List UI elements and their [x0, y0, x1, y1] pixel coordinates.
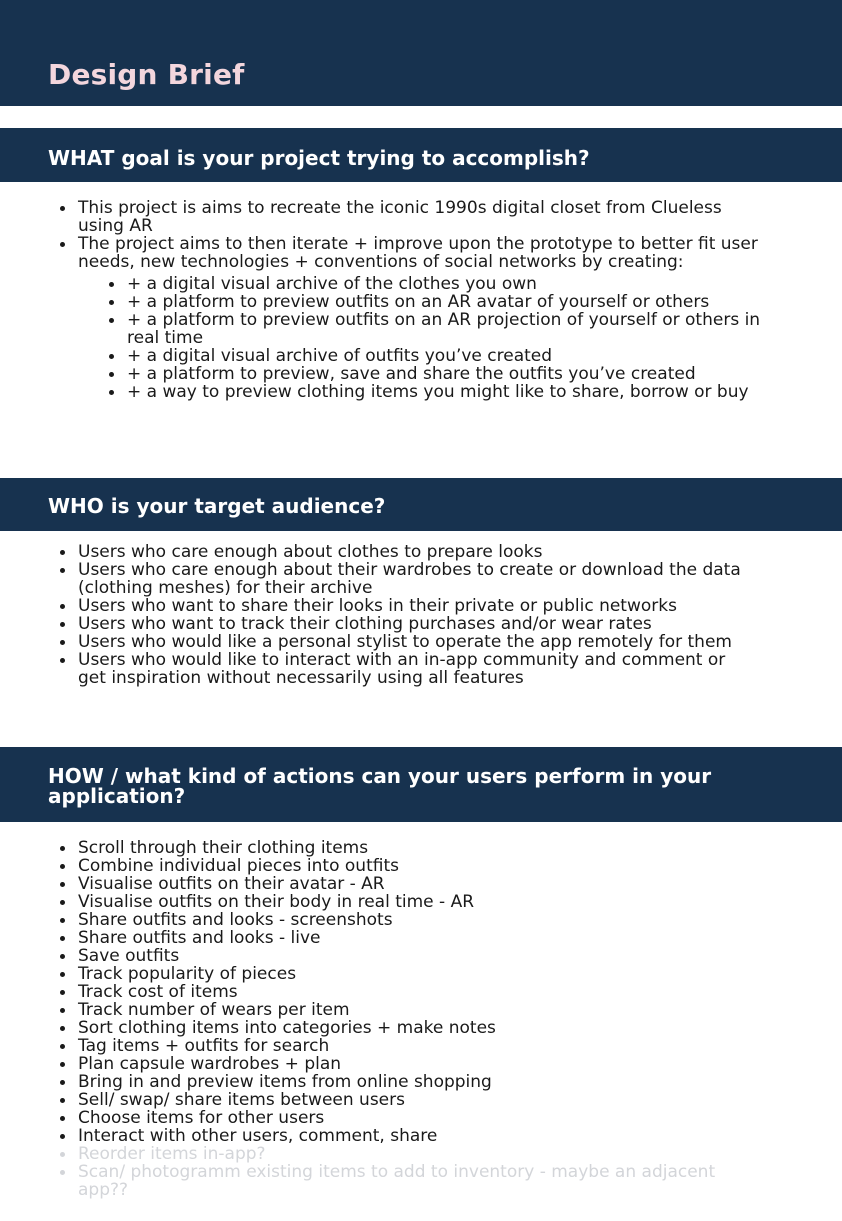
list-item: Choose items for other users	[0, 1109, 758, 1127]
list-item: Visualise outfits on their avatar - AR	[0, 875, 758, 893]
list-item: Sell/ swap/ share items between users	[0, 1091, 758, 1109]
title-banner	[0, 0, 842, 106]
who-section-header	[0, 478, 842, 531]
list-item: Share outfits and looks - live	[0, 929, 758, 947]
list-item: Users who would like to interact with an in-app community and comment or get inspiration without necessarily using all features	[0, 651, 758, 687]
list-item: Users who care enough about clothes to prepare looks	[0, 543, 758, 561]
what-list	[0, 198, 761, 402]
what-heading: WHAT goal is your project trying to accomplish?	[48, 146, 590, 170]
list-item: Save outfits	[0, 947, 758, 965]
list-item-faded: Scan/ photogramm existing items to add to inventory - maybe an adjacent app??	[0, 1163, 758, 1199]
list-item: Interact with other users, comment, share	[0, 1127, 758, 1145]
list-item: Users who would like a personal stylist to operate the app remotely for them	[0, 633, 758, 651]
sub-list-item: + a way to preview clothing items you might like to share, borrow or buy	[78, 383, 767, 401]
how-section-header	[0, 747, 842, 822]
list-item: Combine individual pieces into outfits	[0, 857, 758, 875]
list-item: This project is aims to recreate the iconic 1990s digital closet from Clueless using AR	[0, 199, 758, 235]
page-title: Design Brief	[48, 58, 245, 91]
sub-list-item: + a platform to preview outfits on an AR projection of yourself or others in real time	[78, 311, 767, 347]
sub-list-item: + a digital visual archive of outfits you’ve created	[78, 347, 767, 365]
list-item: Track number of wears per item	[0, 1001, 758, 1019]
what-sublist	[78, 274, 761, 402]
list-item	[0, 234, 761, 402]
list-item: Scroll through their clothing items	[0, 839, 758, 857]
how-heading: HOW / what kind of actions can your users perform in your application?	[48, 764, 712, 808]
list-item: Sort clothing items into categories + make notes	[0, 1019, 758, 1037]
list-item-faded: Reorder items in-app?	[0, 1145, 758, 1163]
list-item: Bring in and preview items from online shopping	[0, 1073, 758, 1091]
list-item-text: The project aims to then iterate + improve upon the prototype to better fit user needs, new technologies + conventions of social networks by creating:	[78, 234, 758, 272]
what-section-header	[0, 128, 842, 182]
list-item: Users who want to track their clothing purchases and/or wear rates	[0, 615, 758, 633]
who-heading: WHO is your target audience?	[48, 494, 386, 518]
list-item: Plan capsule wardrobes + plan	[0, 1055, 758, 1073]
list-item: Visualise outfits on their body in real time - AR	[0, 893, 758, 911]
sub-list-item: + a platform to preview, save and share the outfits you’ve created	[78, 365, 767, 383]
list-item: Users who care enough about their wardrobes to create or download the data (clothing meshes) for their archive	[0, 561, 758, 597]
sub-list-item: + a digital visual archive of the clothes you own	[78, 275, 767, 293]
who-list	[0, 543, 758, 687]
list-item: Tag items + outfits for search	[0, 1037, 758, 1055]
list-item: Track popularity of pieces	[0, 965, 758, 983]
list-item: Share outfits and looks - screenshots	[0, 911, 758, 929]
sub-list-item: + a platform to preview outfits on an AR avatar of yourself or others	[78, 293, 767, 311]
list-item: Users who want to share their looks in their private or public networks	[0, 597, 758, 615]
list-item: Track cost of items	[0, 983, 758, 1001]
how-list	[0, 839, 758, 1199]
